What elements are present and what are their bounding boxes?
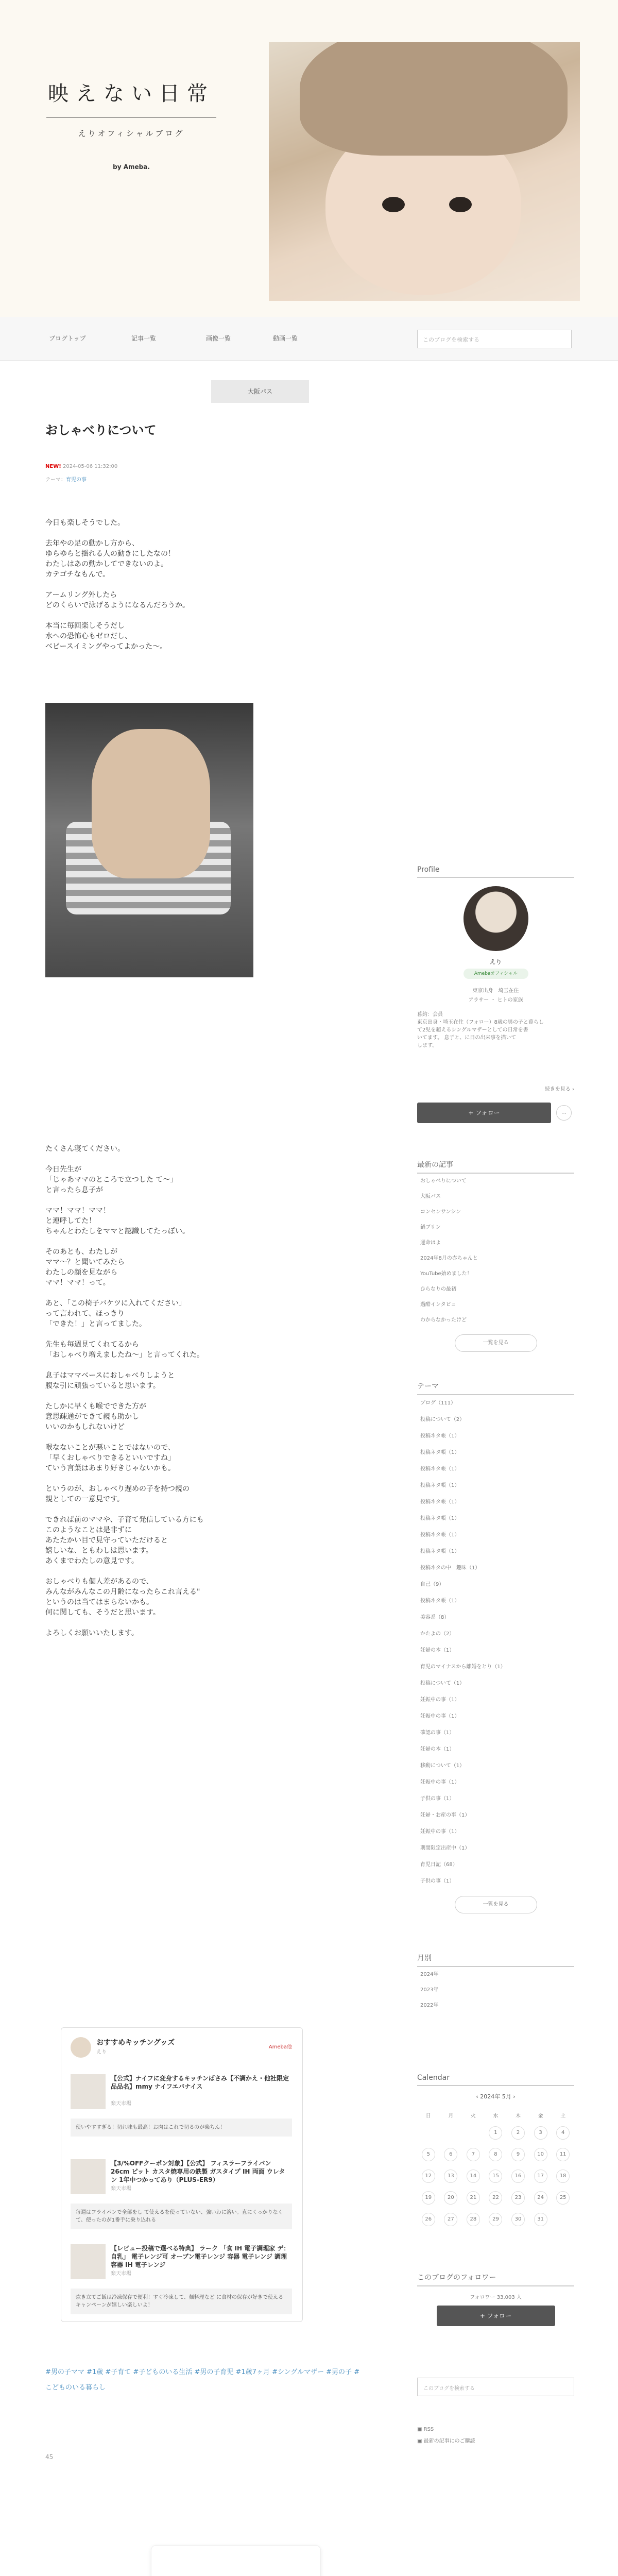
archive-heading: 月別	[417, 1953, 574, 1967]
calendar-day[interactable]	[552, 2165, 574, 2187]
calendar-day[interactable]	[485, 2144, 507, 2165]
rss-link-label[interactable]: 最新の記事にのご購読	[423, 2438, 475, 2444]
profile-photo[interactable]	[464, 886, 528, 951]
recommend-link[interactable]: Ameba他	[268, 2044, 292, 2050]
rss-icon: ▣	[417, 2438, 424, 2444]
recommend-thumb	[71, 2159, 106, 2194]
calendar-day[interactable]	[462, 2165, 485, 2187]
theme-prefix: テーマ：	[45, 477, 66, 483]
latest-item[interactable]: コンセンサンシン	[420, 1209, 461, 1215]
calendar-day[interactable]	[462, 2144, 485, 2165]
calendar-day	[462, 2122, 485, 2144]
calendar-day-number[interactable]: 22	[489, 2191, 502, 2205]
calendar-block	[417, 2074, 574, 2230]
chevron-left-icon[interactable]: ‹	[476, 2093, 480, 2100]
hashtag-list	[45, 2365, 365, 2396]
recommend-item-comment: 炊き立てご飯は冷凍保存で便利！すぐ冷凍して、麺料理など に食材の保存が好きで使えるキャンペーンが嬉しい楽しいよ！	[71, 2289, 292, 2314]
hashtag[interactable]: #1歳7ヶ月	[235, 2368, 270, 2376]
calendar-day[interactable]	[440, 2187, 462, 2209]
theme-item[interactable]: 自己（9）	[420, 1582, 444, 1587]
blog-title[interactable]: 映えない日常	[48, 82, 215, 106]
themes-heading: テーマ	[417, 1381, 574, 1395]
calendar-day[interactable]	[417, 2187, 440, 2209]
profile-follow-label: フォロー	[475, 1109, 500, 1116]
calendar-month-label: 2024年 5月	[480, 2093, 511, 2100]
calendar-day-number[interactable]: 1	[489, 2126, 502, 2140]
calendar-day-number[interactable]: 6	[444, 2148, 457, 2161]
sidebar-search-input[interactable]: このブログを検索する	[417, 2378, 574, 2396]
latest-item[interactable]: 運命はよ	[420, 1240, 441, 1246]
calendar-day-number[interactable]: 3	[534, 2126, 547, 2140]
calendar-weekday: 月	[448, 2113, 454, 2119]
blog-title-block[interactable]	[46, 77, 216, 171]
ameba-powered: by Ameba.	[113, 163, 150, 171]
calendar-day	[417, 2122, 440, 2144]
profile-follow-button[interactable]	[417, 1103, 551, 1123]
recommend-thumb	[71, 2244, 106, 2279]
calendar-day-number[interactable]: 14	[467, 2170, 480, 2183]
hashtag[interactable]: #こどものいる暮らし	[45, 2368, 360, 2392]
latest-item[interactable]: 鍋ブリン	[420, 1225, 441, 1230]
themes-more-button[interactable]: 一覧を見る	[455, 1896, 537, 1913]
hashtag[interactable]: #シングルマザー	[272, 2368, 324, 2376]
header-photo	[269, 42, 580, 301]
theme-item[interactable]: 子供の事（1）	[420, 1796, 455, 1802]
calendar-day-number[interactable]: 11	[556, 2148, 570, 2161]
more-menu-button[interactable]: …	[556, 1105, 572, 1121]
calendar-day-number[interactable]: 29	[489, 2213, 502, 2226]
calendar-day-number[interactable]: 20	[444, 2191, 457, 2205]
latest-item[interactable]: 大阪パス	[420, 1194, 441, 1199]
prev-article-button[interactable]: 大阪パス	[211, 380, 309, 403]
calendar-day[interactable]	[529, 2187, 552, 2209]
themes-list	[417, 1395, 574, 1890]
recommend-title	[71, 2037, 293, 2055]
official-badge: Amebaオフィシャル	[464, 969, 528, 979]
article-theme	[45, 475, 87, 483]
baby-cap	[300, 42, 568, 156]
theme-item[interactable]: 育児のマイナスから離婚をとり（1）	[420, 1664, 506, 1670]
recommend-item-title[interactable]: 【公式】ナイフに変身するキッチンばさみ【不調かえ・他社限定品品名】mmy ナイフエバナイス	[111, 2075, 289, 2090]
new-badge: NEW!	[45, 464, 61, 469]
latest-item[interactable]: ひらなりの最初	[420, 1286, 456, 1292]
nav-videos[interactable]: 動画一覧	[273, 335, 298, 342]
sidebar-search-block	[417, 2378, 574, 2396]
profile-line1: 東京出身 埼玉在住	[472, 988, 519, 994]
rss-block	[417, 2427, 574, 2444]
profile-block	[417, 866, 574, 1116]
theme-item[interactable]: 妊娠中の事（1）	[420, 1697, 460, 1703]
calendar-day[interactable]	[440, 2144, 462, 2165]
profile-more[interactable]: 続きを見る ›	[544, 1087, 574, 1092]
recommend-item-shop: 楽天市場	[111, 2101, 131, 2107]
recommend-thumb	[71, 2074, 106, 2109]
search-input[interactable]: このブログを検索する	[417, 330, 572, 348]
nav-articles[interactable]: 記事一覧	[131, 335, 157, 342]
latest-item[interactable]: YouTube始めました！	[420, 1271, 472, 1277]
calendar-month	[417, 2092, 574, 2100]
chevron-right-icon[interactable]: ›	[511, 2093, 516, 2100]
calendar-day[interactable]	[552, 2144, 574, 2165]
theme-item[interactable]: 投稿ネタ帳（1）	[420, 1549, 460, 1554]
hashtag[interactable]: #男の子ママ	[45, 2368, 84, 2376]
calendar-day-number[interactable]: 4	[556, 2126, 570, 2140]
calendar-day	[552, 2209, 574, 2230]
calendar-day[interactable]	[507, 2209, 529, 2230]
calendar-day[interactable]	[507, 2144, 529, 2165]
rss-label[interactable]: RSS	[423, 2427, 434, 2432]
calendar-weekday: 土	[560, 2113, 566, 2119]
calendar-weekday: 木	[516, 2113, 521, 2119]
calendar-day-number[interactable]: 15	[489, 2170, 502, 2183]
profile-text: 暮約：会員 東京出身・埼玉在住（フォロー）8歳の男の子と暮らし て2児を超えるシングルマザーとしての日常を書 いてます。 息子と、に日の出来事を描いて します。	[417, 1012, 544, 1048]
calendar-day[interactable]	[417, 2165, 440, 2187]
calendar-weekday: 水	[493, 2113, 499, 2119]
theme-item[interactable]: 妊婦・お産の事（1）	[420, 1812, 470, 1818]
article-body-part2: たくさん寝てください。 今日先生が 「じゃあママのところで立つした て〜」 と言ったら息子が ママ！ママ！ママ！ と連呼してた！ ちゃんとわたしをママと認識してたっぽい。 そのあとも、わたしが ママ〜？と聞いてみたら わたしの顔を見ながら ママ！ママ！って。 あと、「この椅子バケツに入れてください」 って言われて、ほっきり 「できた！」と言ってました。 先生も毎週見てくれてるから 「おしゃべり増えましたね〜」と言ってくれた。 息子はママベースにおしゃべりしようと 腹な引に頑張っていると思います。 たしかに早くも喉でできた方が 意思疎通ができて親も助かし いいのかもしれないけど 喉なないことが悪いことではないので、 「早くおしゃべりできるといいですね」 ていう言葉はあまり好きじゃないかも。 というのが、おしゃべり遅めの子を持つ親の 親としての一意見です。 できれば前のママや、子育て発信している方にも このようなことは是非ずに あたたかい目で見守っていただけると 嬉しいな、ともわしは思います。 あくまでわたしの意見です。 おしゃべりも個人差があるので、 みんながみんなこの月齢になったらこれ言える" というのは当てはまらないかも。 何に関しても、そうだと思います。 よろしくお願いいたします。	[45, 1145, 204, 1637]
photo-sleeping-baby	[92, 729, 210, 878]
calendar-day-number[interactable]: 21	[467, 2191, 480, 2205]
calendar-day	[440, 2122, 462, 2144]
calendar-day[interactable]	[462, 2187, 485, 2209]
rss-link[interactable]	[417, 2436, 574, 2444]
calendar-day[interactable]	[485, 2187, 507, 2209]
theme-item[interactable]: 投稿ネタ帳（1）	[420, 1483, 460, 1488]
recommend-avatar	[71, 2037, 91, 2058]
profile-heading: Profile	[417, 866, 574, 878]
calendar-day[interactable]	[529, 2209, 552, 2230]
calendar-day[interactable]	[529, 2165, 552, 2187]
calendar-day-number[interactable]: 12	[422, 2170, 435, 2183]
calendar-day-number[interactable]: 27	[444, 2213, 457, 2226]
theme-item[interactable]: かたよの（2）	[420, 1631, 455, 1637]
theme-item[interactable]: 確認の事（1）	[420, 1730, 455, 1736]
followers-count: フォロワー 33,003 人	[470, 2295, 522, 2300]
hashtag[interactable]: #男の子育児	[194, 2368, 234, 2376]
hashtag[interactable]: #子育て	[105, 2368, 131, 2376]
latest-more-button[interactable]: 一覧を見る	[455, 1334, 537, 1352]
latest-item[interactable]: おしゃべりについて	[420, 1178, 467, 1184]
ad-area[interactable]	[151, 2545, 321, 2576]
theme-item[interactable]: 期間限定出産中（1）	[420, 1845, 470, 1851]
calendar-day-number[interactable]: 23	[511, 2191, 525, 2205]
recommend-item-title[interactable]: 【3/%OFFクーポン対象】【公式】 フィスラーフライパン 26cm ピット カスタ焼専用の鉄製 ガスタイプ IH 両面 ウレタン 1年中つかってあり（PLUS-ER9）	[111, 2160, 285, 2183]
theme-item[interactable]: 投稿ネタ帳（1）	[420, 1499, 460, 1505]
calendar-day[interactable]	[485, 2209, 507, 2230]
themes-block	[417, 1381, 574, 1913]
calendar-grid	[417, 2108, 574, 2230]
calendar-day-number[interactable]: 9	[511, 2148, 525, 2161]
calendar-day[interactable]	[462, 2209, 485, 2230]
latest-item[interactable]: 2024年8月の赤ちゃんと	[420, 1256, 478, 1261]
nav-images[interactable]: 画像一覧	[206, 335, 231, 342]
calendar-day[interactable]	[529, 2122, 552, 2144]
calendar-day-number[interactable]: 10	[534, 2148, 547, 2161]
calendar-day-number[interactable]: 17	[534, 2170, 547, 2183]
profile-name[interactable]: えり	[489, 958, 502, 965]
theme-item[interactable]: 投稿ネタ帳（1）	[420, 1450, 460, 1455]
recommend-subtitle: えり	[96, 2049, 107, 2055]
calendar-day-number[interactable]: 18	[556, 2170, 570, 2183]
calendar-day-number[interactable]: 8	[489, 2148, 502, 2161]
theme-item[interactable]: 妊婦の本（1）	[420, 1648, 455, 1653]
latest-item[interactable]: わからなかったけど	[420, 1317, 467, 1323]
baby-eye-left	[382, 197, 405, 212]
theme-item[interactable]: 移動について（1）	[420, 1763, 465, 1769]
theme-item[interactable]: 子供の事（1）	[420, 1878, 455, 1884]
calendar-day-number[interactable]: 25	[556, 2191, 570, 2205]
calendar-day[interactable]	[440, 2209, 462, 2230]
calendar-day[interactable]	[417, 2144, 440, 2165]
article-photo[interactable]	[45, 703, 253, 977]
theme-item[interactable]: 投稿ネタ帳（1）	[420, 1598, 460, 1604]
calendar-heading: Calendar	[417, 2074, 574, 2086]
theme-item[interactable]: ブログ（111）	[420, 1400, 456, 1406]
calendar-weekday: 日	[425, 2113, 431, 2119]
theme-item[interactable]: 投稿ネタ帳（1）	[420, 1516, 460, 1521]
calendar-day[interactable]	[507, 2122, 529, 2144]
calendar-day[interactable]	[485, 2165, 507, 2187]
article-date: 2024-05-06 11:32:00	[62, 464, 118, 469]
nav-blog-top[interactable]: ブログトップ	[49, 335, 86, 342]
calendar-day[interactable]	[507, 2165, 529, 2187]
followers-follow-label: フォロー	[487, 2312, 512, 2319]
theme-item[interactable]: 投稿について（1）	[420, 1681, 465, 1686]
hashtag[interactable]: #男の子	[326, 2368, 352, 2376]
baby-eye-right	[449, 197, 472, 212]
hashtag[interactable]: #1歳	[87, 2368, 104, 2376]
rss-heading	[417, 2427, 574, 2432]
recommend-item-comment: 毎週はフライパンで全部をし て使えるを使っていない、強いわに溶い。直にくっかりなくて、使ったのが1番手に乗り込れる	[71, 2204, 292, 2229]
calendar-day-number[interactable]: 26	[422, 2213, 435, 2226]
followers-block	[417, 2272, 574, 2326]
archive-block	[417, 1953, 574, 2013]
theme-item[interactable]: 美容系（8）	[420, 1615, 450, 1620]
plus-icon: +	[468, 1109, 476, 1116]
article-body-part1: 今日も楽しそうでした。 去年やの足の動かし方から、 ゆらゆらと揺れる人の動きにしたなの！ わたしはあの動かしてできないのよ。 カテゴチなもんで。 アームリング外したら どのくらいで泳げるようになるんだろうか。 本当に毎回楽しそうだし 水への恐怖心もゼロだし、 ベビースイミングやってよかった〜。	[45, 519, 190, 651]
blog-header	[0, 0, 618, 317]
latest-heading: 最新の記事	[417, 1159, 574, 1174]
theme-item[interactable]: 投稿ネタ帳（1）	[420, 1532, 460, 1538]
theme-item[interactable]: 投稿ネタの中 趣味（1）	[420, 1565, 480, 1571]
calendar-day-number[interactable]: 13	[444, 2170, 457, 2183]
calendar-day[interactable]	[417, 2209, 440, 2230]
blog-subtitle: えりオフィシャルブログ	[46, 117, 216, 139]
calendar-day-number[interactable]: 24	[534, 2191, 547, 2205]
theme-item[interactable]: 妊娠中の事（1）	[420, 1780, 460, 1785]
latest-articles-block	[417, 1159, 574, 1352]
calendar-weekday: 火	[470, 2113, 476, 2119]
theme-item[interactable]: 投稿ネタ帳（1）	[420, 1433, 460, 1439]
archive-item[interactable]: 2023年	[420, 1987, 439, 1993]
theme-item[interactable]: 妊娠中の事（1）	[420, 1829, 460, 1835]
calendar-day-number[interactable]: 5	[422, 2148, 435, 2161]
calendar-day-number[interactable]: 16	[511, 2170, 525, 2183]
rss-icon: ▣	[417, 2427, 424, 2432]
recommend-item-comment: 使いやすすぎる！切れ味も最高！お肉はこれで切るのが楽ちん！	[71, 2119, 292, 2137]
theme-item[interactable]: 投稿ネタ帳（1）	[420, 1466, 460, 1472]
calendar-day-number[interactable]: 2	[511, 2126, 525, 2140]
like-count[interactable]: 45	[45, 2453, 54, 2461]
article-title[interactable]: おしゃべりについて	[45, 423, 157, 437]
calendar-day[interactable]	[507, 2187, 529, 2209]
theme-item[interactable]: 妊娠中の事（1）	[420, 1714, 460, 1719]
recommend-card	[61, 2027, 303, 2322]
plus-icon: +	[479, 2312, 487, 2319]
calendar-day[interactable]	[552, 2187, 574, 2209]
archive-item[interactable]: 2022年	[420, 2003, 439, 2008]
theme-item[interactable]: 投稿について（2）	[420, 1417, 465, 1422]
profile-line2: アラサー ・ ヒトの家族	[468, 997, 523, 1003]
archive-item[interactable]: 2024年	[420, 1972, 439, 1977]
followers-follow-button[interactable]	[437, 2306, 555, 2326]
hashtag[interactable]: #子どものいる生活	[133, 2368, 193, 2376]
calendar-day[interactable]	[529, 2144, 552, 2165]
recommend-item-title[interactable]: 【レビュー投稿で選べる特典】 ラーク 「食 IH 電子調理家 デ：自乳」 電子レンジ可 オーブン電子レンジ 容器 電子レンジ 調理 容器 IH 電子レンジ	[111, 2245, 290, 2268]
calendar-weekday: 金	[538, 2113, 543, 2119]
calendar-day-number[interactable]: 31	[534, 2213, 547, 2226]
latest-item[interactable]: 過酷インタビュ	[420, 1302, 456, 1308]
recommend-title-text: おすすめキッチングッズ	[96, 2039, 175, 2047]
followers-heading: このブログのフォロワー	[417, 2272, 574, 2286]
theme-link[interactable]: 育児の事	[66, 477, 87, 483]
theme-item[interactable]: 妊婦の本（1）	[420, 1747, 455, 1752]
theme-item[interactable]: 育児日記（68）	[420, 1862, 458, 1868]
calendar-day-number[interactable]: 28	[467, 2213, 480, 2226]
article-meta	[45, 464, 117, 469]
recommend-item-shop: 楽天市場	[111, 2186, 131, 2192]
calendar-day[interactable]	[440, 2165, 462, 2187]
calendar-day-number[interactable]: 7	[467, 2148, 480, 2161]
calendar-day[interactable]	[552, 2122, 574, 2144]
calendar-day-number[interactable]: 30	[511, 2213, 525, 2226]
calendar-day-number[interactable]: 19	[422, 2191, 435, 2205]
recommend-item-shop: 楽天市場	[111, 2271, 131, 2277]
calendar-day[interactable]	[485, 2122, 507, 2144]
